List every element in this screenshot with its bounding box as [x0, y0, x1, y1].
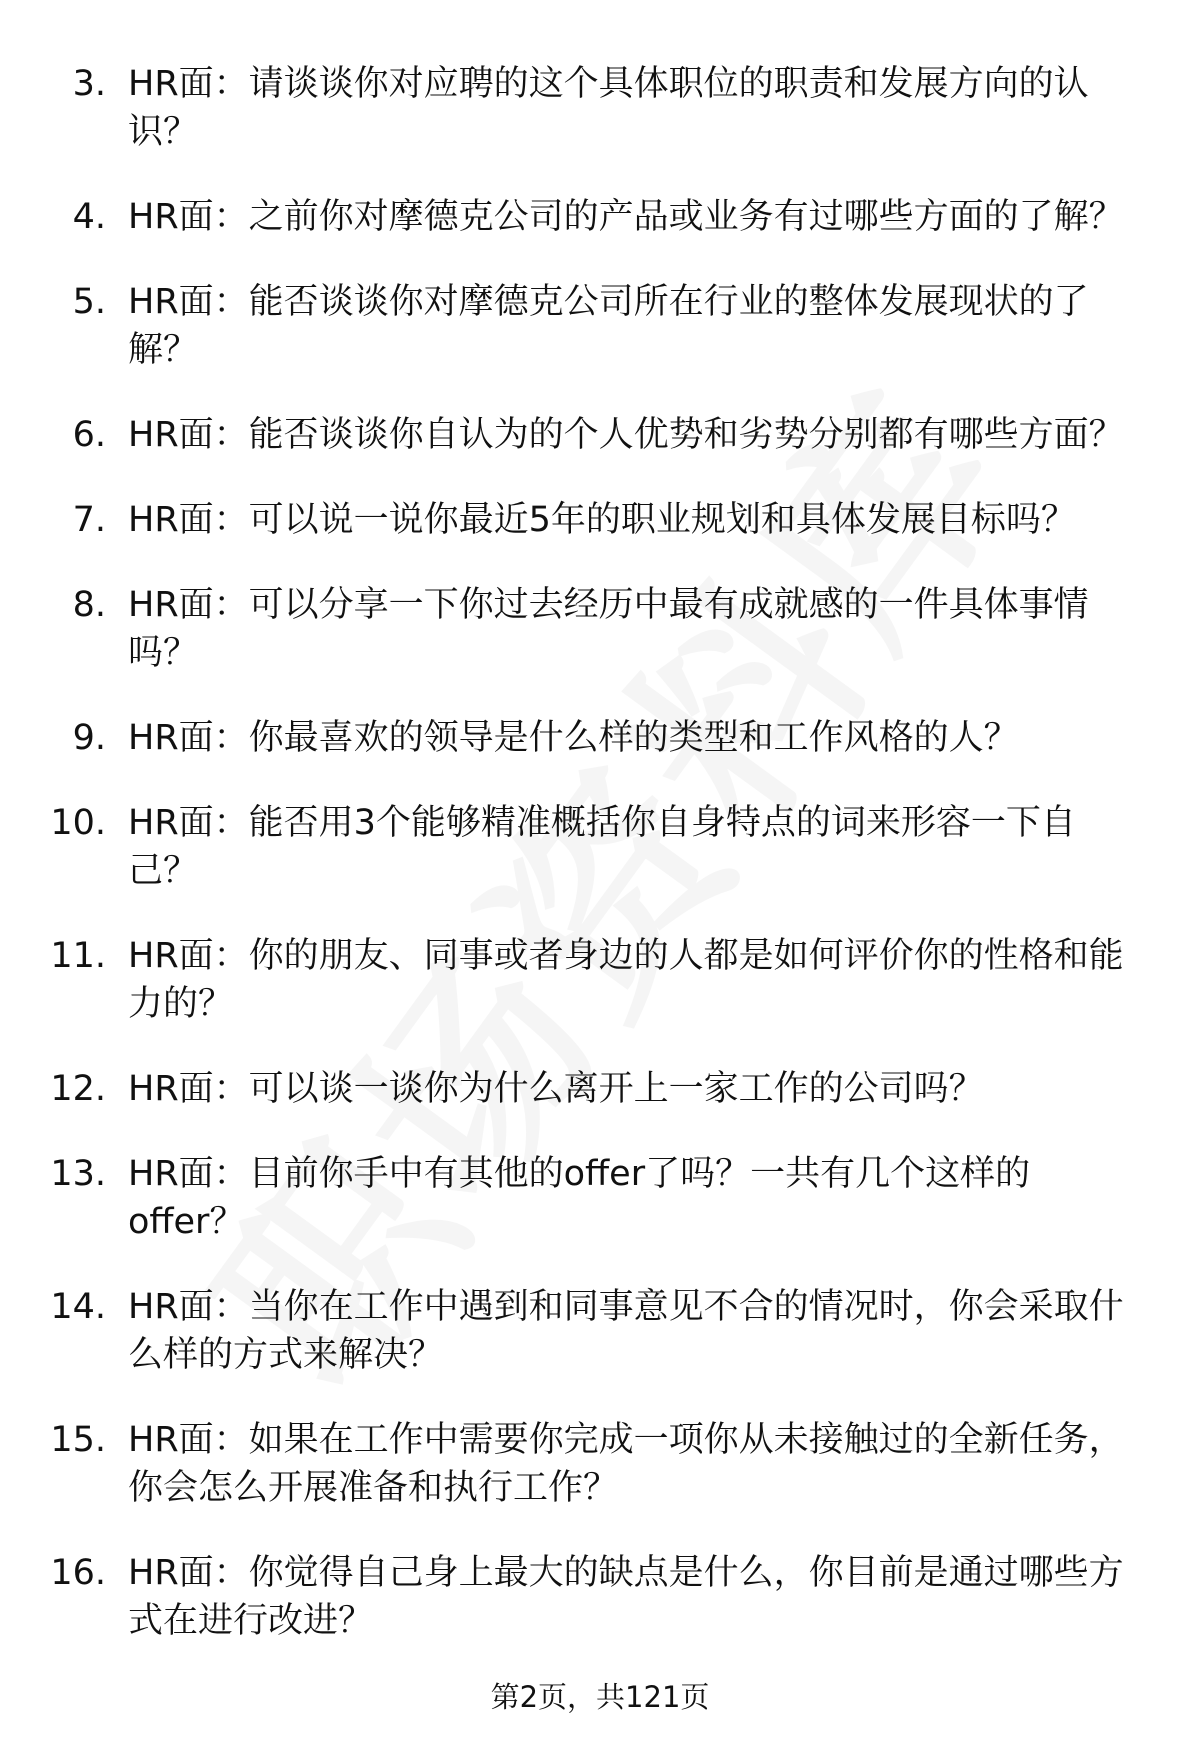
question-text: HR面：能否用3个能够精准概括你自身特点的词来形容一下自 己？	[128, 803, 1076, 891]
question-text: HR面：如果在工作中需要你完成一项你从未接触过的全新任务， 你会怎么开展准备和执行工作？	[128, 1420, 1124, 1508]
question-text: HR面：可以分享一下你过去经历中最有成就感的一件具体事情 吗？	[128, 585, 1089, 673]
question-item	[0, 278, 1200, 374]
page-indicator: 第2页，共121页	[490, 1680, 710, 1714]
question-item	[0, 1416, 1200, 1512]
question-item	[0, 411, 1200, 459]
question-number: 12.	[50, 1069, 106, 1109]
question-item	[0, 1065, 1200, 1113]
question-text: HR面：之前你对摩德克公司的产品或业务有过哪些方面的了解？	[128, 197, 1124, 237]
question-number: 13.	[50, 1154, 106, 1194]
question-number: 4.	[72, 197, 106, 237]
question-item	[0, 60, 1200, 156]
question-number: 16.	[50, 1553, 106, 1593]
question-text: HR面：请谈谈你对应聘的这个具体职位的职责和发展方向的认 识？	[128, 64, 1089, 152]
question-number: 3.	[72, 64, 106, 104]
question-text: HR面：目前你手中有其他的offer了吗？一共有几个这样的 offer？	[128, 1154, 1031, 1242]
question-item	[0, 714, 1200, 762]
question-text: HR面：你最喜欢的领导是什么样的类型和工作风格的人？	[128, 718, 1019, 758]
question-number: 5.	[72, 282, 106, 322]
question-number: 9.	[72, 718, 106, 758]
question-number: 8.	[72, 585, 106, 625]
question-item	[0, 1150, 1200, 1246]
page-footer	[0, 1677, 1200, 1717]
question-number: 7.	[72, 500, 106, 540]
question-number: 11.	[50, 936, 106, 976]
question-item	[0, 1283, 1200, 1379]
question-text: HR面：当你在工作中遇到和同事意见不合的情况时，你会采取什 么样的方式来解决？	[128, 1287, 1124, 1375]
question-item	[0, 799, 1200, 895]
question-item	[0, 932, 1200, 1028]
question-number: 10.	[50, 803, 106, 843]
question-list	[0, 60, 1200, 1682]
question-item	[0, 1549, 1200, 1645]
question-item	[0, 496, 1200, 544]
question-text: HR面：你觉得自己身上最大的缺点是什么，你目前是通过哪些方 式在进行改进？	[128, 1553, 1124, 1641]
question-text: HR面：你的朋友、同事或者身边的人都是如何评价你的性格和能 力的？	[128, 936, 1124, 1024]
question-text: HR面：能否谈谈你对摩德克公司所在行业的整体发展现状的了 解？	[128, 282, 1089, 370]
question-number: 6.	[72, 415, 106, 455]
question-text: HR面：可以谈一谈你为什么离开上一家工作的公司吗？	[128, 1069, 984, 1109]
question-item	[0, 193, 1200, 241]
question-item	[0, 581, 1200, 677]
question-text: HR面：可以说一说你最近5年的职业规划和具体发展目标吗？	[128, 500, 1076, 540]
question-number: 14.	[50, 1287, 106, 1327]
question-number: 15.	[50, 1420, 106, 1460]
question-text: HR面：能否谈谈你自认为的个人优势和劣势分别都有哪些方面？	[128, 415, 1124, 455]
